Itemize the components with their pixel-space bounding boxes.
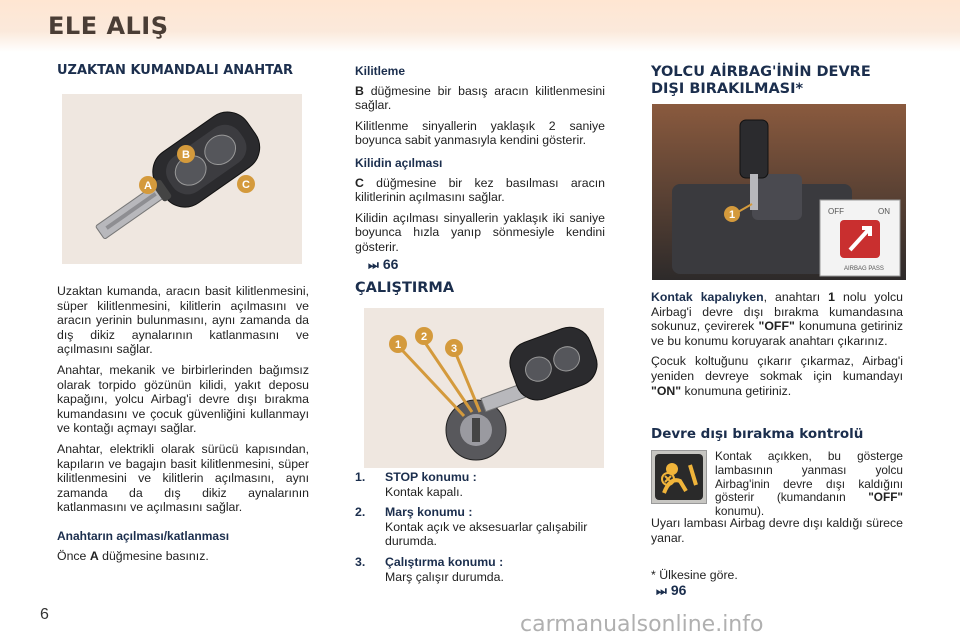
ignition-label-2: 2 (421, 331, 428, 343)
control-text-a: Kontak açıkken, bu gösterge lambasının yanması yolcu Airbag'inin devre dışı kaldığını gösterir (kumandanın (715, 449, 903, 505)
airbag-instructions (651, 290, 903, 404)
step-description: Kontak kapalı. (385, 484, 463, 499)
airbag-paragraph-1 (651, 290, 903, 348)
airbag-p1-text-b: nolu yolcu Airbag'i devre dışı bırakma kumandasına sokunuz, çevirerek (651, 290, 904, 334)
step-number: 1. (355, 470, 366, 484)
ignition-label-1: 1 (395, 339, 402, 351)
page-reference-66[interactable] (368, 256, 398, 273)
control-off: "OFF" (868, 490, 903, 505)
locking-paragraph-2: Kilitlenme sinyallerin yaklaşık 2 saniye boyunca sabit yanmasıyla kendini gösterir. (355, 118, 605, 148)
key-fold-subheading: Anahtarın açılması/katlanması (57, 528, 230, 543)
remote-key-paragraph-3: Anahtar, elektrikli olarak sürücü kapısından, kapıların ve bagajın basit kilitlenmesini, süper kilitlenmesini ve kilitlerin açılmasını, aynı zamanda da dış dikiz aynalarının katlanmasını ve açılmasını sağlar. (57, 441, 309, 515)
airbag-off-warning-icon (652, 451, 706, 503)
airbag-p1-text-a: , anahtarı (763, 290, 829, 304)
ignition-step (355, 555, 605, 584)
unlocking-paragraph-1 (355, 176, 605, 205)
airbag-warning-lamp (651, 450, 707, 504)
airbag-photo-label-1: 1 (729, 209, 736, 221)
remote-key-paragraph-2: Anahtar, mekanik ve birbirlerinden bağımsız olarak torpido gözünün kilidi, yakıt deposu kapağını, yolcu Airbag'i devre dışı bırakma kumandasını ve çocuk güvenliğini kullanmayı ve kontağı açmayı sağlar. (57, 362, 309, 436)
airbag-warning-note (651, 516, 903, 551)
key-fold-post: düğmesine basınız. (98, 548, 209, 563)
footnote: * Ülkesine göre. (651, 568, 738, 582)
step-number: 2. (355, 505, 366, 520)
remote-key-illustration (62, 94, 302, 264)
control-text-b: konumu). (715, 504, 765, 519)
airbag-p1-bold: Kontak kapalıyken (651, 290, 764, 304)
page-reference-96[interactable] (656, 582, 686, 599)
page-title: ELE ALIŞ (48, 12, 169, 40)
column-remote-key (57, 64, 309, 85)
unlocking-paragraph-2: Kilidin açılması sinyallerin yaklaşık iki saniye boyunca hızla yanıp sönmesiyle kendini gösterir. (355, 210, 605, 254)
section-heading-remote-key: UZAKTAN KUMANDALI ANAHTAR (57, 63, 294, 78)
section-heading-deactivation-check: Devre dışı bırakma kontrolü (651, 426, 864, 442)
deactivation-check-paragraph (715, 450, 903, 519)
airbag-p1-text-c: konumuna getiriniz ve bu konumu koruyarak anahtarı çıkarınız. (651, 319, 903, 348)
ignition-step (355, 470, 605, 499)
airbag-paragraph-2 (651, 354, 903, 398)
section-heading-airbag (651, 64, 911, 98)
key-fold-button: A (89, 548, 99, 563)
locking-paragraph-1 (355, 84, 605, 113)
airbag-switch-on-label: ON (878, 207, 890, 216)
page-number: 6 (40, 606, 49, 623)
locking-button: B (355, 83, 364, 98)
column-remote-key-text (57, 284, 309, 569)
airbag-p1-off: "OFF" (758, 319, 795, 334)
step-title: STOP konumu : (385, 470, 477, 484)
airbag-switch-photo (652, 104, 906, 280)
unlocking-subheading: Kilidin açılması (355, 155, 443, 170)
airbag-p2-on: "ON" (651, 383, 682, 398)
ignition-step (355, 505, 605, 549)
locking-text: düğmesine bir basış aracın kilitlenmesini sağlar. (355, 83, 605, 113)
forward-arrow-icon: ⏭ (368, 258, 379, 272)
step-description: Marş çalışır durumda. (385, 569, 504, 584)
remote-key-paragraph-1: Uzaktan kumanda, aracın basit kilitlenmesini, süper kilitlenmesini, kilitlerin açılmasını ve aracın yerinin bulunmasını, aynı zamanda da dış dikiz aynalarının katlanmasını ve açılmasını sağlar. (57, 284, 309, 357)
column-locking (355, 64, 605, 261)
watermark: carmanualsonline.info (520, 612, 764, 637)
ignition-illustration (364, 308, 604, 468)
airbag-switch-illustration (652, 104, 906, 280)
section-heading-starting: ÇALIŞTIRMA (355, 280, 455, 296)
page-header (0, 0, 960, 52)
airbag-p1-number: 1 (828, 290, 836, 304)
ignition-photo (364, 308, 604, 468)
deactivation-check-text (715, 450, 903, 525)
ignition-label-3: 3 (451, 343, 458, 355)
unlocking-button: C (355, 175, 364, 190)
airbag-heading-line-1: YOLCU AİRBAG'İNİN DEVRE (651, 64, 871, 80)
key-label-c: C (242, 179, 250, 191)
airbag-switch-off-label: OFF (828, 207, 844, 216)
remote-key-photo (62, 94, 302, 264)
airbag-heading-line-2: DIŞI BIRAKILMASI* (651, 81, 804, 97)
step-title: Çalıştırma konumu : (385, 554, 504, 569)
page-reference-96-label: 96 (670, 582, 687, 598)
forward-arrow-icon: ⏭ (656, 584, 667, 598)
step-title: Marş konumu : (385, 505, 473, 520)
key-fold-pre: Önce (57, 548, 90, 563)
airbag-paragraph-3: Uyarı lambası Airbag devre dışı kaldığı sürece yanar. (651, 516, 903, 545)
step-number: 3. (355, 554, 366, 569)
unlocking-text: düğmesine bir kez basılması aracın kilitlerinin açılmasını sağlar. (355, 175, 605, 205)
page-reference-66-label: 66 (382, 256, 399, 272)
airbag-p2-text-a: Çocuk koltuğunu çıkarır çıkarmaz, Airbag'i yeniden devreye sokmak için kumandayı (651, 354, 903, 383)
locking-subheading: Kilitleme (355, 64, 406, 78)
step-description: Kontak açık ve aksesuarlar çalışabilir durumda. (385, 519, 588, 549)
airbag-p2-text-b: konumuna getiriniz. (681, 383, 792, 398)
airbag-switch-caption: AIRBAG PASS (844, 266, 884, 272)
ignition-steps (355, 470, 605, 590)
key-label-a: A (144, 180, 152, 192)
key-label-b: B (182, 149, 190, 161)
key-fold-instruction (57, 549, 309, 564)
